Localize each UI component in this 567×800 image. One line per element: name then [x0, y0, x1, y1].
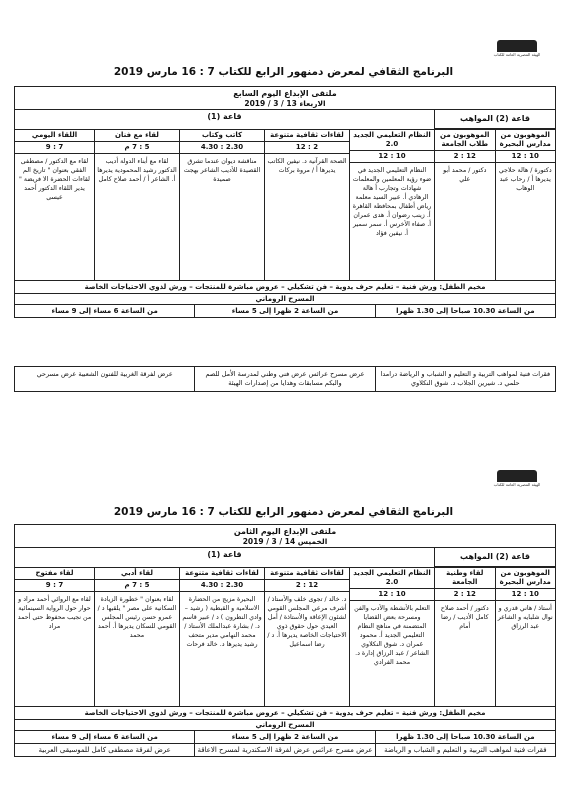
- kids-tent-line: مخيم الطفل: ورش فنية – تعليم حرف يدوية – فن تشكيلي – عروض مباشرة للمنتجات – ورش لذوي الاحتياجات الخاصة: [15, 280, 555, 293]
- hall2-sub: [435, 130, 555, 280]
- session-title: لقاءات ثقافية متنوعة: [180, 568, 264, 580]
- hall1-title: قاعة (1): [15, 548, 435, 567]
- session-details: التعلم بالأنشطة والأدب والفن ومسرحة بعض القضايا المتضمنة في مناهج النظام التعليمي الجديد أ. محمود غمران د. شوق النكلاوي الشاعر / عبد الرزاق إدارة د. محمد الفرادي: [354, 605, 430, 666]
- session-card: [495, 568, 556, 706]
- session-card: [264, 130, 349, 280]
- session-details: مناقشة ديوان عندما تشرق القصيدة للأديب الشاعر بهجت صميدة: [183, 158, 261, 183]
- kids-tent-line: مخيم الطفل: ورش فنية – تعليم حرف يدوية – فن تشكيلي – عروض مباشرة للمنتجات – ورش لذوي الاحتياجات الخاصة: [15, 706, 555, 719]
- hall1-title: قاعة (1): [15, 110, 435, 129]
- session-time: 2.30 : 4.30: [180, 580, 264, 592]
- time-slot: من الساعة 6 مساء إلى 9 مساء: [51, 307, 158, 315]
- session-title: لقاءات ثقافية متنوعة: [265, 568, 349, 580]
- hall2-block: [435, 548, 555, 567]
- show-item: فقرات فنية لمواهب التربية و التعليم و الشباب و الرياضة درامدا حلمي د. شيرين الجلاب د. شوق النكلاوي: [375, 367, 555, 391]
- session-card: [15, 130, 94, 280]
- session-details: أستاذ / هاني قدري و نوال شلبايه و الشاعر عبد الرزاق: [497, 605, 553, 630]
- session-time: 2 : 12: [265, 142, 349, 154]
- session-details: الصحة القرآنية د. نيفين الكاتب يديرها أ / مروة بركات: [267, 158, 347, 174]
- day-date: الخميس 14 / 3 / 2019: [242, 537, 328, 546]
- show-item: عرض مسرح عرائس عرض فني وطني لمدرسة الأمل للصم والبكم مسابقات وهدايا من إصدارات الهيئة: [194, 367, 374, 391]
- logo-text: الهيئة المصرية العامة للكتاب: [493, 482, 541, 487]
- time-slot: من الساعة 2 ظهرا إلى 5 مساء: [194, 731, 374, 743]
- forum-title: ملتقى الإبداع اليوم السابع: [233, 89, 337, 98]
- theater-shows: [14, 366, 556, 392]
- show-item: عرض مسرح عرائس عرض لفرقة الاسكندرية لمسرح الاعاقة: [194, 744, 374, 756]
- session-details: البحيرة مزيج من الحضارة الاسلامية و القبطية ( رشيد – وادي النطرون ) د / عبير قاسم د. / بشارة عبدالملك الأستاذ / محمد النهامي مدير متحف رشيد يديرها د. خالد فرحات: [182, 596, 262, 648]
- session-time: 10 : 12: [350, 589, 434, 601]
- hall2-sessions: [434, 130, 555, 280]
- session-time: 12 : 2: [435, 151, 495, 163]
- session-title: النظام التعليمي الجديد 2.0: [350, 568, 434, 589]
- session-card: [349, 568, 434, 706]
- gebo-logo: [479, 470, 555, 496]
- hall2-title: قاعة (2) المواهب: [435, 110, 555, 129]
- theater-title: المسرح الروماني: [15, 293, 555, 304]
- session-time: 2.30 : 4.30: [180, 142, 264, 154]
- schedule-table: [14, 524, 556, 757]
- session-details: دكتورة / هالة حلاجي يديرها أ / رحاب عبد الوهاب: [498, 167, 552, 192]
- session-time: 5 : 7 م: [95, 142, 179, 154]
- session-time: 5 : 7 م: [95, 580, 179, 592]
- halls-row: [15, 109, 555, 129]
- day-date: الاربعاء 13 / 3 / 2019: [244, 99, 326, 108]
- session-details: د. خالد / تجوى خلف والأستاذ / أشرف مرعي المجلس القومي لشئون الإعاقة والأستاذة / أمل العيدي حول حقوق ذوي الاحتياجات الخاصة يديرها أ. د / رضا اسماعيل: [267, 596, 347, 648]
- hall2-sub: [435, 568, 555, 706]
- sessions-grid: [15, 129, 555, 280]
- session-details: النظام التعليمي الجديد في ضوء رؤية المعلمين والمعلمات شهادات وتجارب أ هالة الرهادي أ. عبير السيد معلمة رياض أطفال بمحافظة القاهرة أ. زينب رضوان أ. هدى عمران أ. صفاء الأخرس أ. سمر سمير أ. نيفين فؤاد: [352, 167, 432, 237]
- session-time: 7 : 9: [15, 580, 94, 592]
- session-title: لقاء أدبي: [95, 568, 179, 580]
- hall2-sessions: [434, 568, 555, 706]
- session-card: [94, 568, 179, 706]
- program-page-day8: [0, 400, 567, 800]
- time-slot: من الساعة 10.30 صباحا إلى 1.30 ظهرا: [375, 731, 555, 743]
- forum-title: ملتقى الإبداع اليوم الثامن: [233, 527, 337, 536]
- page-title: البرنامج الثقافي لمعرض دمنهور الرابع للكتاب 7 : 16 مارس 2019: [113, 506, 454, 518]
- session-title: لقاء مفتوح: [15, 568, 94, 580]
- book-arch-icon: [497, 470, 537, 482]
- session-title: كاتب وكتاب: [180, 130, 264, 142]
- session-card: [15, 568, 94, 706]
- show-item: عرض لفرقة مصطفى كامل للموسيقى العربية: [38, 746, 171, 754]
- book-arch-icon: [497, 40, 537, 52]
- theater-shows: [15, 743, 555, 756]
- session-title: النظام التعليمي الجديد 2.0: [350, 130, 434, 151]
- session-card: [264, 568, 349, 706]
- session-details: لقاء مع أبناء الدولة أديب الدكتور رشيد المحمودية يديرها أ. الشاعر أ / أحمد صلاح كامل: [97, 158, 177, 183]
- session-details: لقاء مع الدكتور / مصطفى الفقي بعنوان " تاريخ الم لقاءات الحضرة الا فريضة " يدير اللقاء الدكتور أحمد عيسى: [19, 158, 90, 201]
- session-title: الموهوبون من مدارس البحيرة: [496, 130, 556, 151]
- session-details: دكتور / أحمد صلاح كامل الأديب / رضا أمام: [440, 605, 489, 630]
- session-card: [349, 130, 434, 280]
- session-details: لقاء مع الروائي أحمد مراد و حوار حول الرواية السينمائية من نجيب محفوظ حتى أحمد مراد: [17, 596, 92, 630]
- time-slot: من الساعة 6 مساء إلى 9 مساء: [51, 733, 158, 741]
- sessions-grid: [15, 567, 555, 706]
- session-time: 10 : 12: [350, 151, 434, 163]
- time-slot: من الساعة 10.30 صباحا إلى 1.30 ظهرا: [375, 305, 555, 317]
- session-title: لقاء وطنية الجامعة: [435, 568, 495, 589]
- halls-row: [15, 547, 555, 567]
- theater-times: [15, 304, 555, 317]
- theater-times: [15, 730, 555, 743]
- session-title: لقاءات ثقافية متنوعة: [265, 130, 349, 142]
- logo-text: الهيئة المصرية العامة للكتاب: [493, 52, 541, 57]
- session-card: [179, 130, 264, 280]
- hall2-block: [435, 110, 555, 129]
- gebo-logo: [479, 40, 555, 66]
- session-time: 10 : 12: [496, 151, 556, 163]
- session-time: 7 : 9: [15, 142, 94, 154]
- session-time: 12 : 2: [435, 589, 495, 601]
- time-slot: من الساعة 2 ظهرا إلى 5 مساء: [194, 305, 374, 317]
- session-title: لقاء مع فنان: [95, 130, 179, 142]
- session-card: [495, 130, 556, 280]
- show-item: فقرات فنية لمواهب التربية و التعليم و الشباب و الرياضة: [375, 744, 555, 756]
- show-item: عرض لفرقة الغربية للفنون الشعبية عرض مسرحي: [36, 370, 173, 378]
- page-title: البرنامج الثقافي لمعرض دمنهور الرابع للكتاب 7 : 16 مارس 2019: [113, 66, 454, 78]
- session-details: لقاء بعنوان " خطورة الزيادة السكانية على مصر " يلقيها د / عمرو حسن رئيس المجلس القومي للسكان يديرها أ. أحمد محمد: [97, 596, 177, 639]
- session-card: [94, 130, 179, 280]
- session-card: [435, 568, 495, 706]
- session-title: الموهوبون من مدارس البحيرة: [496, 568, 556, 589]
- schedule-table: [14, 86, 556, 318]
- session-title: الموهوبون من طلاب الجامعة: [435, 130, 495, 151]
- session-card: [435, 130, 495, 280]
- theater-title: المسرح الروماني: [15, 719, 555, 730]
- session-card: [179, 568, 264, 706]
- hall2-title: قاعة (2) المواهب: [435, 548, 555, 567]
- session-time: 10 : 12: [496, 589, 556, 601]
- session-details: دكتور / محمد أبو علي: [443, 167, 487, 183]
- session-title: اللقاء اليومي: [15, 130, 94, 142]
- session-time: 12 : 2: [265, 580, 349, 592]
